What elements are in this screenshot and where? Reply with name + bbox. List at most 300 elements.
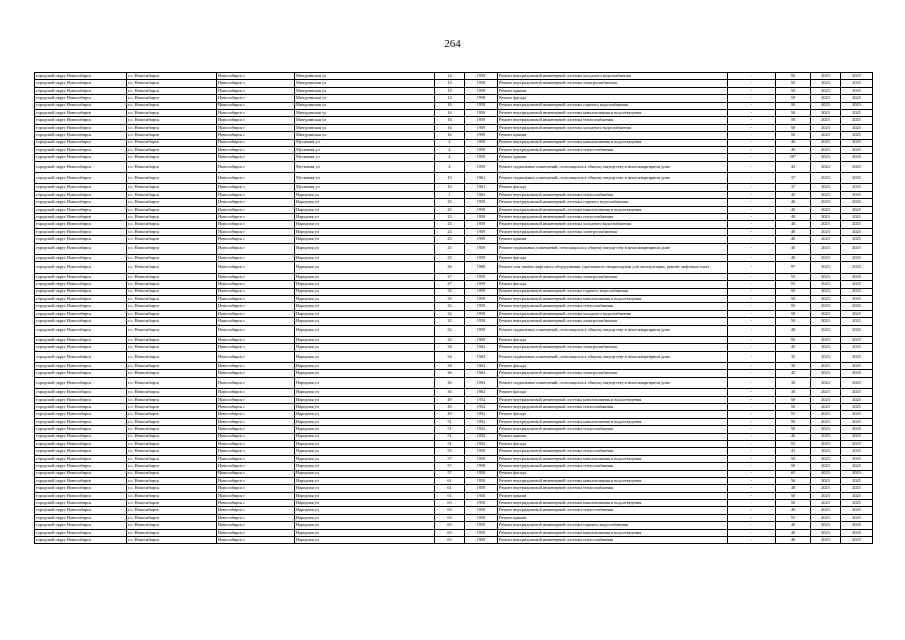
- cell-work-type: Ремонт внутридомовой инженерной системы теплоснабжения: [498, 463, 728, 470]
- cell-start-year: 2023: [811, 514, 841, 521]
- cell-locality: г.о. Новосибирск: [127, 73, 217, 80]
- cell-build-year: 1962: [465, 363, 498, 370]
- cell-district: городской округ Новосибирск: [35, 184, 127, 191]
- cell-district: городской округ Новосибирск: [35, 132, 127, 139]
- cell-street: Мичуринская ул: [295, 132, 435, 139]
- cell-build-year: 1950: [465, 507, 498, 514]
- cell-end-year: 2025: [841, 310, 873, 317]
- cell-city: Новосибирск г: [217, 221, 295, 228]
- table-row: [35, 161, 873, 172]
- cell-street: Народная ул: [295, 254, 435, 261]
- table-body: [35, 73, 873, 544]
- cell-city: Новосибирск г: [217, 426, 295, 433]
- cell-end-year: 2025: [841, 184, 873, 191]
- cell-work-type: Ремонт крыши: [498, 87, 728, 94]
- table-row: [35, 191, 873, 198]
- cell-start-year: 2023: [811, 87, 841, 94]
- cell-end-year: 2025: [841, 199, 873, 206]
- table-row: [35, 463, 873, 470]
- cell-cost: 55: [776, 281, 811, 288]
- table-row: [35, 102, 873, 109]
- cell-city: Новосибирск г: [217, 146, 295, 153]
- cell-city: Новосибирск г: [217, 281, 295, 288]
- cell-work-type: Ремонт внутридомовой инженерной системы канализования и водоотведения: [498, 139, 728, 146]
- cell-city: Новосибирск г: [217, 440, 295, 447]
- cell-work-type: Ремонт внутридомовой инженерной системы канализования и водоотведения: [498, 500, 728, 507]
- cell-area: -: [728, 303, 776, 310]
- cell-district: городской округ Новосибирск: [35, 206, 127, 213]
- cell-district: городской округ Новосибирск: [35, 161, 127, 172]
- cell-district: городской округ Новосибирск: [35, 363, 127, 370]
- cell-street: Народная ул: [295, 221, 435, 228]
- cell-start-year: 2023: [811, 303, 841, 310]
- cell-work-type: Ремонт внутридомовой инженерной системы горячего водоснабжения: [498, 522, 728, 529]
- cell-house-number: 25: [435, 206, 465, 213]
- cell-street: Народная ул: [295, 303, 435, 310]
- cell-locality: г.о. Новосибирск: [127, 80, 217, 87]
- cell-cost: 50: [776, 455, 811, 462]
- cell-house-number: 4: [435, 154, 465, 161]
- cell-end-year: 2025: [841, 440, 873, 447]
- cell-street: Народная ул: [295, 404, 435, 411]
- cell-city: Новосибирск г: [217, 273, 295, 280]
- cell-cost: 40: [776, 485, 811, 492]
- cell-work-type: Ремонт фасада: [498, 336, 728, 343]
- cell-cost: 50: [776, 310, 811, 317]
- cell-house-number: 34: [435, 363, 465, 370]
- cell-house-number: 65: [435, 537, 465, 544]
- cell-work-type: Ремонт подвальных помещений, относящихся к общему имуществу в многоквартирном доме: [498, 325, 728, 336]
- cell-area: -: [728, 154, 776, 161]
- cell-build-year: 1950: [465, 485, 498, 492]
- cell-work-type: Ремонт крыши: [498, 236, 728, 243]
- cell-district: городской округ Новосибирск: [35, 221, 127, 228]
- cell-house-number: 25: [435, 243, 465, 254]
- table-row: [35, 254, 873, 261]
- cell-start-year: 2023: [811, 363, 841, 370]
- cell-start-year: 2023: [811, 492, 841, 499]
- cell-district: городской округ Новосибирск: [35, 310, 127, 317]
- cell-city: Новосибирск г: [217, 228, 295, 235]
- cell-build-year: 1959: [465, 228, 498, 235]
- cell-locality: г.о. Новосибирск: [127, 485, 217, 492]
- cell-area: -: [728, 87, 776, 94]
- cell-house-number: 36: [435, 389, 465, 396]
- cell-area: -: [728, 206, 776, 213]
- cell-end-year: 2025: [841, 529, 873, 536]
- cell-work-type: Ремонт крыши: [498, 433, 728, 440]
- table-row: [35, 370, 873, 377]
- cell-start-year: 2023: [811, 411, 841, 418]
- cell-cost: 40: [776, 254, 811, 261]
- cell-cost: 40: [776, 214, 811, 221]
- table-row: [35, 95, 873, 102]
- cell-build-year: 1959: [465, 243, 498, 254]
- cell-locality: г.о. Новосибирск: [127, 273, 217, 280]
- cell-work-type: Ремонт подвальных помещений, относящихся к общему имуществу в многоквартирном доме: [498, 243, 728, 254]
- cell-house-number: 16: [435, 124, 465, 131]
- cell-street: Народная ул: [295, 336, 435, 343]
- cell-city: Новосибирск г: [217, 363, 295, 370]
- cell-area: -: [728, 95, 776, 102]
- cell-house-number: 51: [435, 440, 465, 447]
- cell-area: -: [728, 507, 776, 514]
- cell-area: -: [728, 336, 776, 343]
- cell-start-year: 2023: [811, 139, 841, 146]
- cell-area: -: [728, 325, 776, 336]
- table-row: [35, 325, 873, 336]
- cell-city: Новосибирск г: [217, 344, 295, 351]
- cell-city: Новосибирск г: [217, 404, 295, 411]
- cell-house-number: 57: [435, 463, 465, 470]
- cell-house-number: 14: [435, 73, 465, 80]
- cell-street: Мичуринская ул: [295, 87, 435, 94]
- cell-street: Народная ул: [295, 514, 435, 521]
- cell-end-year: 2025: [841, 411, 873, 418]
- cell-city: Новосибирск г: [217, 336, 295, 343]
- cell-build-year: 1958: [465, 73, 498, 80]
- cell-start-year: 2023: [811, 470, 841, 477]
- cell-work-type: Ремонт внутридомовой инженерной системы канализования и водоотведения: [498, 477, 728, 484]
- cell-locality: г.о. Новосибирск: [127, 132, 217, 139]
- cell-city: Новосибирск г: [217, 351, 295, 362]
- cell-city: Новосибирск г: [217, 514, 295, 521]
- cell-cost: 50: [776, 124, 811, 131]
- cell-build-year: 1962: [465, 344, 498, 351]
- cell-house-number: 32: [435, 325, 465, 336]
- cell-district: городской округ Новосибирск: [35, 191, 127, 198]
- cell-house-number: 10: [435, 173, 465, 184]
- cell-area: -: [728, 344, 776, 351]
- cell-area: -: [728, 80, 776, 87]
- cell-start-year: 2023: [811, 281, 841, 288]
- cell-street: Народная ул: [295, 262, 435, 273]
- cell-locality: г.о. Новосибирск: [127, 310, 217, 317]
- cell-house-number: 49: [435, 404, 465, 411]
- cell-start-year: 2023: [811, 95, 841, 102]
- cell-city: Новосибирск г: [217, 448, 295, 455]
- cell-house-number: 16: [435, 102, 465, 109]
- table-row: [35, 221, 873, 228]
- cell-street: Мусичная ул: [295, 146, 435, 153]
- cell-work-type: Ремонт подвальных помещений, относящихся к общему имуществу в многоквартирном доме: [498, 161, 728, 172]
- cell-district: городской округ Новосибирск: [35, 485, 127, 492]
- cell-end-year: 2025: [841, 370, 873, 377]
- cell-street: Народная ул: [295, 377, 435, 388]
- table-row: [35, 396, 873, 403]
- cell-district: городской округ Новосибирск: [35, 243, 127, 254]
- cell-area: -: [728, 522, 776, 529]
- table-row: [35, 440, 873, 447]
- cell-street: Народная ул: [295, 318, 435, 325]
- cell-house-number: 32: [435, 295, 465, 302]
- cell-work-type: Ремонт внутридомовой инженерной системы электроснабжения: [498, 228, 728, 235]
- cell-district: городской округ Новосибирск: [35, 344, 127, 351]
- cell-city: Новосибирск г: [217, 139, 295, 146]
- cell-start-year: 2023: [811, 124, 841, 131]
- cell-start-year: 2023: [811, 455, 841, 462]
- cell-locality: г.о. Новосибирск: [127, 522, 217, 529]
- cell-house-number: 14: [435, 87, 465, 94]
- table-row: [35, 318, 873, 325]
- cell-street: Народная ул: [295, 522, 435, 529]
- cell-locality: г.о. Новосибирск: [127, 117, 217, 124]
- cell-locality: г.о. Новосибирск: [127, 411, 217, 418]
- cell-district: городской округ Новосибирск: [35, 262, 127, 273]
- cell-area: -: [728, 411, 776, 418]
- cell-district: городской округ Новосибирск: [35, 448, 127, 455]
- cell-locality: г.о. Новосибирск: [127, 500, 217, 507]
- table-row: [35, 433, 873, 440]
- cell-city: Новосибирск г: [217, 477, 295, 484]
- cell-house-number: 49: [435, 411, 465, 418]
- table-row: [35, 236, 873, 243]
- cell-build-year: 1958: [465, 80, 498, 87]
- cell-build-year: 1952: [465, 411, 498, 418]
- cell-district: городской округ Новосибирск: [35, 154, 127, 161]
- cell-cost: 41: [776, 448, 811, 455]
- cell-city: Новосибирск г: [217, 411, 295, 418]
- cell-area: -: [728, 109, 776, 116]
- cell-locality: г.о. Новосибирск: [127, 477, 217, 484]
- cell-build-year: 1959: [465, 273, 498, 280]
- cell-cost: 56: [776, 477, 811, 484]
- cell-area: -: [728, 529, 776, 536]
- cell-cost: 55: [776, 273, 811, 280]
- cell-work-type: Ремонт внутридомовой инженерной системы канализования и водоотведения: [498, 455, 728, 462]
- cell-build-year: 1950: [465, 463, 498, 470]
- cell-work-type: Ремонт внутридомовой инженерной системы теплоснабжения: [498, 303, 728, 310]
- cell-house-number: 63: [435, 500, 465, 507]
- cell-start-year: 2023: [811, 522, 841, 529]
- cell-district: городской округ Новосибирск: [35, 433, 127, 440]
- cell-area: -: [728, 470, 776, 477]
- cell-end-year: 2025: [841, 303, 873, 310]
- cell-house-number: 32: [435, 336, 465, 343]
- cell-locality: г.о. Новосибирск: [127, 262, 217, 273]
- cell-district: городской округ Новосибирск: [35, 124, 127, 131]
- cell-district: городской округ Новосибирск: [35, 318, 127, 325]
- cell-area: -: [728, 310, 776, 317]
- cell-district: городской округ Новосибирск: [35, 477, 127, 484]
- cell-area: -: [728, 281, 776, 288]
- cell-locality: г.о. Новосибирск: [127, 184, 217, 191]
- cell-area: -: [728, 228, 776, 235]
- cell-cost: 50: [776, 463, 811, 470]
- cell-locality: г.о. Новосибирск: [127, 363, 217, 370]
- table-row: [35, 537, 873, 544]
- cell-end-year: 2025: [841, 288, 873, 295]
- cell-locality: г.о. Новосибирск: [127, 281, 217, 288]
- cell-build-year: 1950: [465, 477, 498, 484]
- cell-cost: 50: [776, 500, 811, 507]
- cell-cost: 50: [776, 396, 811, 403]
- cell-area: -: [728, 254, 776, 261]
- cell-start-year: 2023: [811, 117, 841, 124]
- cell-street: Мичуринская ул: [295, 95, 435, 102]
- table-row: [35, 389, 873, 396]
- cell-start-year: 2023: [811, 161, 841, 172]
- cell-start-year: 2023: [811, 325, 841, 336]
- cell-start-year: 2023: [811, 318, 841, 325]
- cell-district: городской округ Новосибирск: [35, 303, 127, 310]
- cell-cost: 50: [776, 303, 811, 310]
- table-row: [35, 199, 873, 206]
- table-row: [35, 109, 873, 116]
- cell-house-number: 25: [435, 199, 465, 206]
- cell-area: -: [728, 418, 776, 425]
- cell-build-year: 1959: [465, 146, 498, 153]
- cell-district: городской округ Новосибирск: [35, 351, 127, 362]
- cell-cost: 30: [776, 363, 811, 370]
- cell-work-type: Ремонт фасада: [498, 411, 728, 418]
- cell-house-number: 61: [435, 485, 465, 492]
- cell-locality: г.о. Новосибирск: [127, 440, 217, 447]
- cell-locality: г.о. Новосибирск: [127, 191, 217, 198]
- cell-locality: г.о. Новосибирск: [127, 370, 217, 377]
- cell-build-year: 1959: [465, 281, 498, 288]
- cell-cost: 45: [776, 344, 811, 351]
- cell-cost: 40: [776, 537, 811, 544]
- cell-city: Новосибирск г: [217, 102, 295, 109]
- cell-city: Новосибирск г: [217, 243, 295, 254]
- cell-house-number: 10: [435, 184, 465, 191]
- table-row: [35, 281, 873, 288]
- cell-district: городской округ Новосибирск: [35, 95, 127, 102]
- cell-house-number: 25: [435, 221, 465, 228]
- cell-end-year: 2025: [841, 95, 873, 102]
- cell-street: Мичуринская ул: [295, 117, 435, 124]
- cell-street: Народная ул: [295, 199, 435, 206]
- cell-cost: 40: [776, 228, 811, 235]
- cell-end-year: 2025: [841, 154, 873, 161]
- table-row: [35, 529, 873, 536]
- cell-cost: 50: [776, 87, 811, 94]
- cell-build-year: 1959: [465, 102, 498, 109]
- cell-cost: 30: [776, 389, 811, 396]
- table-row: [35, 173, 873, 184]
- cell-end-year: 2025: [841, 102, 873, 109]
- cell-house-number: 16: [435, 132, 465, 139]
- cell-street: Народная ул: [295, 325, 435, 336]
- cell-start-year: 2023: [811, 199, 841, 206]
- cell-area: -: [728, 124, 776, 131]
- cell-house-number: 63: [435, 514, 465, 521]
- cell-work-type: Ремонт подвальных помещений, относящихся к общему имуществу в многоквартирном доме: [498, 351, 728, 362]
- cell-end-year: 2025: [841, 404, 873, 411]
- cell-city: Новосибирск г: [217, 199, 295, 206]
- cell-district: городской округ Новосибирск: [35, 214, 127, 221]
- cell-start-year: 2023: [811, 173, 841, 184]
- table-row: [35, 273, 873, 280]
- cell-build-year: 1959: [465, 295, 498, 302]
- cell-street: Народная ул: [295, 396, 435, 403]
- cell-district: городской округ Новосибирск: [35, 228, 127, 235]
- cell-cost: 45: [776, 370, 811, 377]
- cell-end-year: 2025: [841, 463, 873, 470]
- cell-street: Мусичная ул: [295, 154, 435, 161]
- cell-start-year: 2023: [811, 295, 841, 302]
- cell-city: Новосибирск г: [217, 500, 295, 507]
- cell-end-year: 2025: [841, 418, 873, 425]
- table-row: [35, 206, 873, 213]
- cell-city: Новосибирск г: [217, 377, 295, 388]
- cell-end-year: 2025: [841, 396, 873, 403]
- cell-street: Народная ул: [295, 273, 435, 280]
- cell-build-year: 1959: [465, 221, 498, 228]
- cell-work-type: Ремонт крыши: [498, 154, 728, 161]
- cell-district: городской округ Новосибирск: [35, 146, 127, 153]
- cell-street: Народная ул: [295, 463, 435, 470]
- cell-area: -: [728, 273, 776, 280]
- cell-start-year: 2023: [811, 344, 841, 351]
- cell-build-year: 1962: [465, 377, 498, 388]
- cell-street: Народная ул: [295, 529, 435, 536]
- cell-locality: г.о. Новосибирск: [127, 336, 217, 343]
- cell-cost: 65: [776, 470, 811, 477]
- cell-area: -: [728, 214, 776, 221]
- cell-work-type: Ремонт подвальных помещений, относящихся к общему имуществу в многоквартирном доме: [498, 173, 728, 184]
- cell-locality: г.о. Новосибирск: [127, 344, 217, 351]
- cell-area: -: [728, 389, 776, 396]
- cell-cost: 50: [776, 117, 811, 124]
- table-row: [35, 514, 873, 521]
- cell-locality: г.о. Новосибирск: [127, 396, 217, 403]
- cell-city: Новосибирск г: [217, 87, 295, 94]
- cell-street: Народная ул: [295, 206, 435, 213]
- cell-house-number: 1: [435, 191, 465, 198]
- cell-work-type: Ремонт внутридомовой инженерной системы теплоснабжения: [498, 191, 728, 198]
- cell-locality: г.о. Новосибирск: [127, 124, 217, 131]
- cell-district: городской округ Новосибирск: [35, 529, 127, 536]
- cell-start-year: 2023: [811, 500, 841, 507]
- cell-district: городской округ Новосибирск: [35, 507, 127, 514]
- cell-start-year: 2023: [811, 184, 841, 191]
- cell-city: Новосибирск г: [217, 80, 295, 87]
- page-number: 264: [444, 38, 461, 50]
- cell-build-year: 1958: [465, 95, 498, 102]
- cell-street: Народная ул: [295, 433, 435, 440]
- cell-start-year: 2023: [811, 377, 841, 388]
- cell-work-type: Ремонт внутридомовой инженерной системы холодного водоснабжения: [498, 221, 728, 228]
- cell-district: городской округ Новосибирск: [35, 426, 127, 433]
- cell-city: Новосибирск г: [217, 433, 295, 440]
- cell-district: городской округ Новосибирск: [35, 396, 127, 403]
- cell-work-type: Ремонт внутридомовой инженерной системы холодного водоснабжения: [498, 310, 728, 317]
- cell-start-year: 2023: [811, 426, 841, 433]
- cell-house-number: 34: [435, 351, 465, 362]
- cell-district: городской округ Новосибирск: [35, 418, 127, 425]
- cell-cost: 50: [776, 492, 811, 499]
- table-row: [35, 377, 873, 388]
- cell-work-type: Ремонт крыши: [498, 492, 728, 499]
- cell-start-year: 2023: [811, 132, 841, 139]
- cell-start-year: 2023: [811, 102, 841, 109]
- cell-area: -: [728, 377, 776, 388]
- cell-area: -: [728, 363, 776, 370]
- cell-district: городской округ Новосибирск: [35, 522, 127, 529]
- cell-cost: 50: [776, 418, 811, 425]
- cell-city: Новосибирск г: [217, 470, 295, 477]
- cell-end-year: 2025: [841, 295, 873, 302]
- cell-city: Новосибирск г: [217, 95, 295, 102]
- cell-work-type: Ремонт внутридомовой инженерной системы холодного водоснабжения: [498, 124, 728, 131]
- cell-street: Мусичная ул: [295, 161, 435, 172]
- cell-house-number: 63: [435, 507, 465, 514]
- cell-start-year: 2023: [811, 221, 841, 228]
- cell-build-year: 1950: [465, 455, 498, 462]
- cell-city: Новосибирск г: [217, 303, 295, 310]
